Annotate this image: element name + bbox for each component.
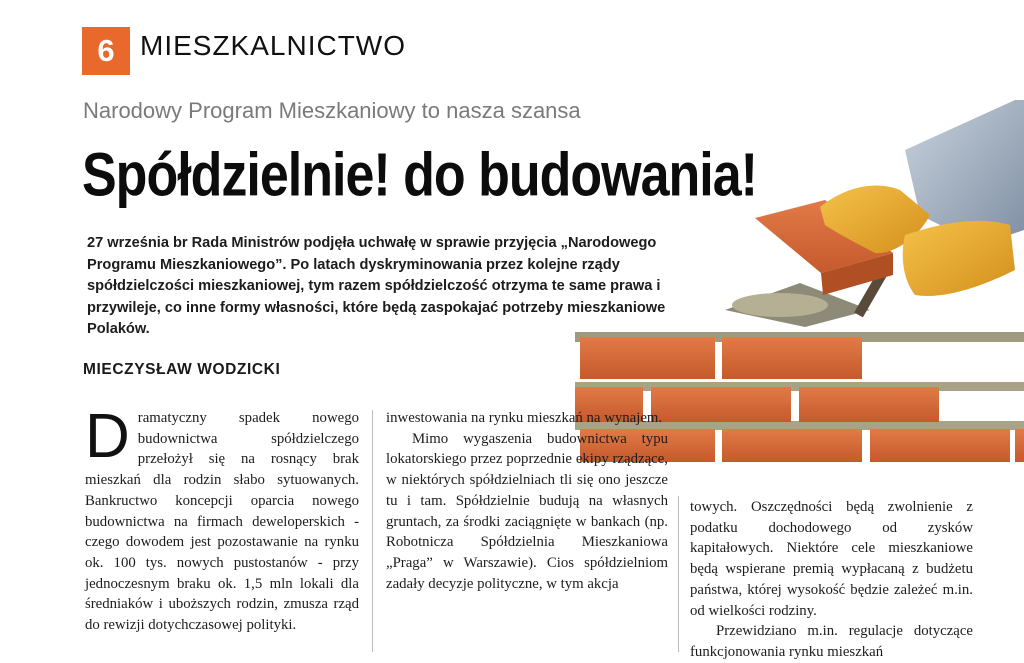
body-column-3	[690, 497, 973, 663]
paragraph: ramatyczny spadek nowego budownictwa spółdzielczego przełożył się na rosnący brak mieszkań dla rodzin słabo sytuowanych. Bankructwo koncepcji oparcia nowego budownictwa na firmach deweloperskich - czego dowodem jest pozostawanie na rynku ok. 100 tys. nowych pustostanów - przy jednoczesnym braku ok. 1,5 mln lokali dla średniaków i uboższych rodzin, zmusza rząd do rewizji dotychczasowej polityki.	[85, 410, 359, 634]
paragraph: Mimo wygaszenia budownictwa typu lokatorskiego przez poprzednie ekipy rządzące, w niektórych spółdzielniach tli się ono jeszcze tu i tam. Spółdzielnie budują na własnych gruntach, za środki zaciągnięte w bankach (np. Robotnicza Spółdzielnia Mieszkaniowa „Praga” w Warszawie). Cios spółdzielniom zadały decyzje polityczne, w tym akcja	[386, 430, 668, 592]
brick	[799, 387, 939, 422]
section-name: MIESZKALNICTWO	[140, 30, 407, 61]
paragraph: towych. Oszczędności będą zwolnienie z podatku dochodowego od zysków kapitałowych. Niektóre cele mieszkaniowe będą wspierane premią wypłacaną z budżetu państwa, której wysokość będzie zależeć m.in. od wielkości rodziny.	[690, 499, 973, 619]
lower-glove	[903, 221, 1015, 296]
section-number-badge: 6	[82, 27, 130, 75]
brick	[870, 429, 1010, 462]
paragraph: inwestowania na rynku mieszkań na wynajem.	[386, 410, 663, 426]
column-rule	[678, 496, 679, 652]
body-column-2	[386, 408, 668, 594]
article-lead: 27 września br Rada Ministrów podjęła uchwałę w sprawie przyjęcia „Narodowego Programu Mieszkaniowego”. Po latach dyskryminowania przez kolejne rządy spółdzielczości mieszkaniowej, tym razem spółdzielczość otrzyma te same prawa i przywileje, co inne formy własności, które będą zaspokajać potrzeby mieszkaniowe Polaków.	[87, 235, 666, 337]
paragraph: Przewidziano m.in. regulacje dotyczące funkcjonowania rynku mieszkań	[690, 623, 973, 660]
brick	[722, 429, 862, 462]
brick	[651, 387, 791, 422]
trowel-mortar	[732, 293, 828, 317]
column-rule	[372, 410, 373, 652]
brick	[722, 337, 862, 379]
article-headline: Spółdzielnie! do budowania!	[82, 141, 757, 210]
drop-cap: D	[85, 402, 130, 471]
body-column-1	[85, 402, 359, 636]
author-byline: MIECZYSŁAW WODZICKI	[83, 361, 281, 378]
kicker-subtitle: Narodowy Program Mieszkaniowy to nasza szansa	[83, 98, 581, 123]
brick	[1015, 429, 1024, 462]
brick	[580, 337, 715, 379]
